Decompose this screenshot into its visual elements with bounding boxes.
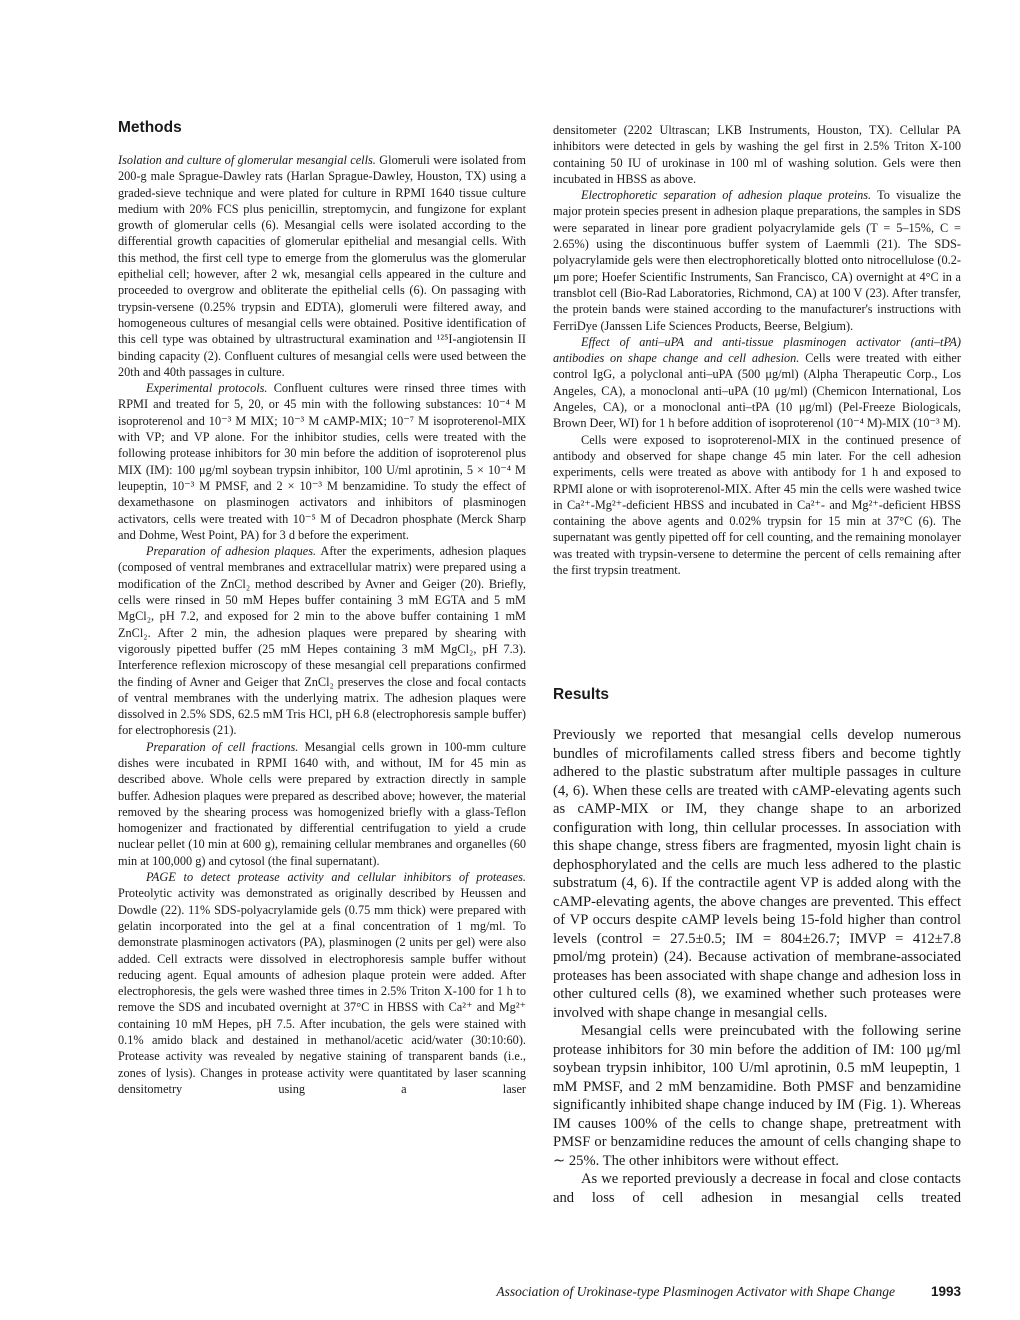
paragraph-text: To visualize the major protein species present in adhesion plaque preparations, the samples in SDS were separated in linear pore gradient polyacrylamide gels (T = 5–15%, C = 2.65%) using the discontinuous buffer system of Laemmli (21). The SDS-polyacrylamide gels were then electrophoretically blotted onto nitrocellulose (0.2-μm pore; Hoefer Scientific Instruments, San Francisco, CA) overnight at 4°C in a transblot cell (Bio-Rad Laboratories, Richmond, CA) at 100 V (23). After transfer, the protein bands were stained according to the manufacturer's instructions with FerriDye (Janssen Life Sciences Products, Beerse, Belgium). [553, 188, 961, 333]
paragraph-antibodies [553, 334, 961, 432]
paragraph-densitometer [553, 122, 961, 187]
paragraph-lead: Electrophoretic separation of adhesion plaque proteins. [581, 188, 872, 203]
paragraph-lead: Effect of anti–uPA and anti-tissue plasminogen activator (anti–tPA) antibodies on shape change and cell adhesion. [553, 334, 961, 366]
paragraph-text: Confluent cultures were rinsed three times with RPMI and treated for 5, 20, or 45 min with the following substances: 10⁻⁴ M isoproterenol and 10⁻³ M MIX; 10⁻³ M cAMP-MIX; 10⁻⁷ M isoproterenol-MIX with VP; and VP alone. For the inhibitor studies, cells were treated with the following protease inhibitors for 30 min before the addition of isoproterenol plus MIX (IM): 100 μg/ml soybean trypsin inhibitor, 100 U/ml aprotinin, 5 × 10⁻⁴ M leupeptin, 10⁻³ M PMSF, and 2 × 10⁻³ M benzamidine. To study the effect of dexamethasone on plasminogen activators and inhibitors of plasminogen activators, cells were treated with 10⁻⁵ M of Decadron phosphate (Merck Sharp and Dohme, West Point, PA) for 3 d before the experiment. [118, 381, 526, 542]
running-title: Association of Urokinase-type Plasminogen Activator with Shape Change [496, 1284, 895, 1299]
paragraph-protocols [118, 380, 526, 543]
paragraph-exposure [553, 432, 961, 579]
paragraph-lead: Preparation of adhesion plaques. [146, 544, 317, 559]
paragraph-isolation [118, 152, 526, 380]
paragraph-text: Cells were treated with either control IgG, a polyclonal anti–uPA (500 μg/ml) (Alpha Therapeutic Corp., Los Angeles, CA), a monoclonal anti–uPA (10 μg/ml) (Chemicon International, Los Angeles, CA), or a monoclonal anti–tPA (10 μg/ml) (Pel-Freeze Biologicals, Brown Deer, WI) for 1 h before addition of isoproterenol (10⁻⁴ M)-MIX (10⁻³ M). [553, 351, 961, 431]
paragraph-lead: Preparation of cell fractions. [146, 739, 299, 754]
paragraph-lead: PAGE to detect protease activity and cellular inhibitors of proteases. [146, 870, 526, 885]
paragraph-page [118, 869, 526, 1097]
results-paragraph: Previously we reported that mesangial cells develop numerous bundles of microfilaments called stress fibers and become tightly adhered to the plastic substratum after multiple passages in culture (4, 6). When these cells are treated with cAMP-elevating agents such as cAMP-MIX or IM, they change shape to an arborized configuration with long, thin cellular processes. In association with this shape change, stress fibers are fragmented, myosin light chain is dephosphorylated and the cells are much less adhered to the plastic substratum (4, 6). If the contractile agent VP is added along with the cAMP-elevating agents, the above changes are prevented. This effect of VP occurs despite cAMP levels being 15-fold higher than control levels (control = 27.5±0.5; IM = 804±26.7; IMVP = 412±7.8 pmol/mg protein) (24). Because activation of membrane-associated proteases has been associated with shape change and adhesion loss in other cultured cells (8), we examined whether such proteases were involved with shape change in mesangial cells. [553, 727, 961, 1021]
results-heading: Results [553, 686, 609, 703]
results-paragraph: As we reported previously a decrease in focal and close contacts and loss of cell adhesion in mesangial cells treated [553, 1171, 961, 1206]
paragraph-lead: Isolation and culture of glomerular mesangial cells. [118, 153, 376, 167]
paragraph-text: Glomeruli were isolated from 200-g male Sprague-Dawley rats (Harlan Sprague-Dawley, Houston, TX) using a graded-sieve technique and were plated for culture in RPMI 1640 tissue culture medium with 20% FCS plus penicillin, streptomycin, and fungizone for explant growth of glomerular cells (6). Mesangial cells were isolated according to the differential growth capacities of glomerular epithelial and mesangial cells. With this method, the first cell type to emerge from the glomerulus was the glomerular epithelial cell; however, after 2 wk, mesangial cells appeared in the culture and proceeded to overgrow and obliterate the epithelial cells (6). On passaging with trypsin-versene (0.25% trypsin and EDTA), glomeruli were filtered away, and homogeneous cultures of mesangial cells were obtained. Positive identification of this cell type was obtained by ultrastructural examination and ¹²⁵I-angiotensin II binding capacity (2). Confluent cultures of mesangial cells were used between the 20th and 40th passages in culture. [118, 153, 526, 379]
paragraph-text: densitometer (2202 Ultrascan; LKB Instruments, Houston, TX). Cellular PA inhibitors were detected in gels by washing the gel first in 2.5% Triton X-100 containing 50 IU of urokinase in 100 ml of washing solution. Gels were then incubated in HBSS as above. [553, 123, 961, 186]
paragraph-lead: Experimental protocols. [146, 381, 268, 396]
results-paragraph: Mesangial cells were preincubated with the following serine protease inhibitors for 30 min before the addition of IM: 100 μg/ml soybean trypsin inhibitor, 100 U/ml aprotinin, 0.5 mM leupeptin, 1 mM PMSF, and 2 mM benzamidine. Both PMSF and benzamidine significantly inhibited shape change induced by IM (Fig. 1). Whereas IM causes 100% of the cells to change shape, pretreatment with PMSF or benzamidine reduces the amount of cells changing shape to ∼ 25%. The other inhibitors were without effect. [553, 1023, 961, 1169]
paragraph-text: Mesangial cells grown in 100-mm culture dishes were incubated in RPMI 1640 with, and without, IM for 45 min as described above. Whole cells were prepared by extraction directly in sample buffer. Adhesion plaques were prepared as described above; however, the material removed by the shearing process was homogenized briefly with a glass-Teflon homogenizer and fractionated by differential centrifugation to yield a crude nuclear pellet (10 min at 600 g), remaining cellular membranes and organelles (60 min at 100,000 g) and cytosol (the final supernatant). [118, 739, 526, 868]
paragraph-cell-fractions [118, 739, 526, 869]
page-number: 1993 [930, 1284, 961, 1299]
page-footer [400, 1284, 961, 1304]
paragraph-text: Proteolytic activity was demonstrated as originally described by Heussen and Dowdle (22). 11% SDS-polyacrylamide gels (0.75 mm thick) were prepared with gelatin incorporated into the gel at a final concentration of 1 mg/ml. To demonstrate plasminogen activators (PA), plasminogen (2 units per gel) were also added. Cell extracts were dissolved in electrophoresis sample buffer without reducing agent. Equal amounts of adhesion plaque protein were added. After electrophoresis, the gels were washed three times in 2.5% Triton X-100 for 1 h to remove the SDS and incubated overnight at 37°C in HBSS with Ca²⁺ and Mg²⁺ containing 10 mM Hepes, pH 7.5. After incubation, the gels were stained with 0.1% amido black and destained in methanol/acetic acid/water (30:10:60). Protease activity was revealed by negative staining of transparent bands (i.e., zones of lysis). Changes in protease activity were quantitated by laser scanning densitometry using a laser [118, 886, 526, 1096]
paragraph-text: After the experiments, adhesion plaques (composed of ventral membranes and extracellular matrix) were prepared using a modification of the ZnCl₂ method described by Avner and Geiger (20). Briefly, cells were rinsed in 50 mM Hepes buffer containing 3 mM EGTA and 5 mM MgCl₂, pH 7.2, and exposed for 2 min to the above buffer containing 1 mM ZnCl₂. After 2 min, the adhesion plaques were prepared by shearing with vigorously pipetted buffer (25 mM Hepes containing 3 mM MgCl₂, pH 7.3). Interference reflexion microscopy of these mesangial cell preparations confirmed the finding of Avner and Geiger that ZnCl₂ preserves the close and focal contacts of ventral membranes with the underlying matrix. The adhesion plaques were dissolved in 2.5% SDS, 62.5 mM Tris HCl, pH 6.8 (electrophoresis sample buffer) for electrophoresis (21). [118, 544, 526, 738]
results-body [553, 726, 961, 1207]
methods-body [118, 152, 526, 1097]
paragraph-text: Cells were exposed to isoproterenol-MIX in the continued presence of antibody and observed for shape change 45 min later. For the cell adhesion experiments, cells were treated as above with antibody for 1 h and exposed to RPMI alone or with isoproterenol-MIX. After 45 min the cells were washed twice in Ca²⁺-Mg²⁺-deficient HBSS and incubated in Ca²⁺- and Mg²⁺-deficient HBSS containing the above agents and 0.02% trypsin for 15 min at 37°C (6). The supernatant was gently pipetted off for cell counting, and the remaining monolayer was treated with trypsin-versene to determine the percent of cells remaining after the first trypsin treatment. [553, 432, 961, 578]
methods-heading: Methods [118, 119, 182, 136]
paragraph-adhesion-plaques [118, 543, 526, 739]
methods-continued [553, 122, 961, 578]
paragraph-electrophoretic [553, 187, 961, 334]
